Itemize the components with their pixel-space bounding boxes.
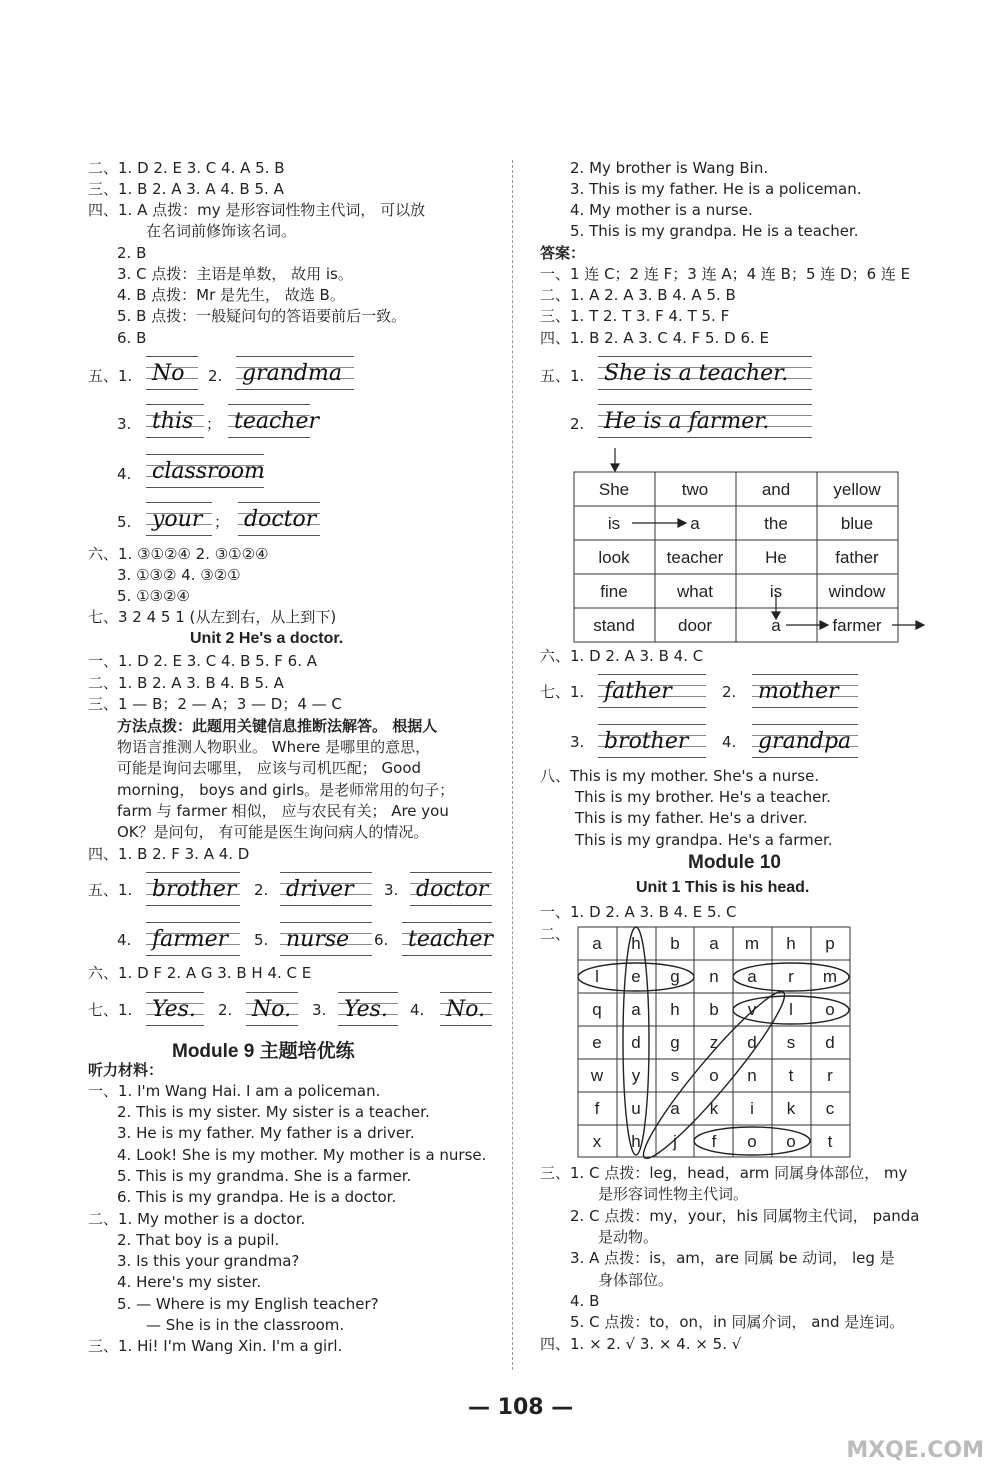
answer-line: 四、1. B 2. F 3. A 4. D — [88, 845, 250, 863]
answer-line: 6. B — [117, 329, 147, 347]
handwritten-answer: teacher — [408, 927, 494, 952]
answer-line: 六、1. D F 2. A G 3. B H 4. C E — [88, 964, 312, 982]
listening-line: 5. This is my grandpa. He is a teacher. — [570, 222, 859, 240]
method-tip: OK？是问句， 有可能是医生询问病人的情况。 — [117, 823, 429, 841]
writing-box — [402, 922, 492, 956]
grid-letter: h — [631, 1132, 641, 1151]
handwritten-answer: mother — [758, 679, 839, 704]
maze-cell: She — [598, 480, 630, 499]
grid-letter: o — [747, 1132, 757, 1151]
listening-line: 三、1. Hi! I'm Wang Xin. I'm a girl. — [88, 1337, 343, 1355]
grid-letter: g — [670, 1033, 680, 1052]
answer-line: 三、1. B 2. A 3. A 4. B 5. A — [88, 180, 284, 198]
grid-letter: t — [827, 1132, 833, 1151]
answer-line: This is my grandpa. He's a farmer. — [575, 831, 833, 849]
grid-letter: u — [631, 1099, 641, 1118]
question-number: 2. — [208, 367, 223, 385]
maze-cell: is — [769, 582, 783, 601]
listening-line: 一、1. I'm Wang Hai. I am a policeman. — [88, 1082, 381, 1100]
grid-letter: s — [786, 1033, 796, 1052]
listening-line: 4. Here's my sister. — [117, 1273, 262, 1291]
answer-line: 六、1. ③①②④ 2. ③①②④ — [88, 545, 269, 563]
maze-cell: look — [598, 548, 630, 567]
grid-letter: a — [592, 934, 602, 953]
writing-box — [752, 674, 858, 708]
handwritten-answer: grandpa — [758, 729, 852, 754]
grid-letter: o — [825, 1000, 835, 1019]
answer-line: This is my brother. He's a teacher. — [575, 788, 831, 806]
listening-line: 4. My mother is a nurse. — [570, 201, 753, 219]
question-number: 4. — [117, 465, 132, 483]
method-tip: farm 与 farmer 相似， 应与农民有关； Are you — [117, 802, 449, 820]
section-label: 听力材料： — [88, 1061, 164, 1079]
handwritten-answer: doctor — [244, 507, 317, 532]
grid-letter: e — [631, 967, 641, 986]
answer-line: 七、3 2 4 5 1 (从左到右，从上到下) — [88, 608, 337, 626]
handwritten-answer: nurse — [286, 927, 350, 952]
answer-line: 二、1. A 2. A 3. B 4. A 5. B — [540, 286, 736, 304]
handwritten-answer: brother — [604, 729, 689, 754]
answer-line: 身体部位。 — [598, 1271, 674, 1289]
grid-letter: y — [631, 1066, 641, 1085]
grid-letter: p — [825, 934, 835, 953]
answer-line: 四、1. B 2. A 3. C 4. F 5. D 6. E — [540, 329, 769, 347]
grid-letter: a — [670, 1099, 680, 1118]
question-number: 2. — [722, 683, 737, 701]
handwritten-answer: He is a farmer. — [604, 409, 770, 434]
question-number: 五、1. — [88, 367, 133, 385]
grid-letter: i — [750, 1099, 754, 1118]
question-number: 5. — [117, 513, 132, 531]
grid-letter: v — [747, 1000, 757, 1019]
unit-title: Unit 1 This is his head. — [636, 879, 810, 896]
grid-letter: n — [709, 967, 719, 986]
grid-letter: e — [592, 1033, 602, 1052]
listening-line: 2. This is my sister. My sister is a teacher. — [117, 1103, 430, 1121]
grid-letter: j — [673, 1132, 677, 1151]
answer-line: 三、1. T 2. T 3. F 4. T 5. F — [540, 307, 730, 325]
module-title: Module 10 — [688, 852, 781, 873]
question-number: 2. — [570, 415, 585, 433]
grid-letter: h — [631, 934, 641, 953]
listening-line: 3. Is this your grandma? — [117, 1252, 300, 1270]
handwritten-answer: father — [604, 679, 672, 704]
maze-cell: door — [677, 616, 713, 635]
word-maze — [560, 444, 940, 654]
grid-letter: h — [786, 934, 796, 953]
method-tip: 物语言推测人物职业。 Where 是哪里的意思， — [117, 738, 431, 756]
question-number: 2. — [218, 1001, 233, 1019]
answer-line: 一、1. D 2. E 3. C 4. B 5. F 6. A — [88, 652, 317, 670]
letter-search-grid — [574, 925, 854, 1161]
grid-letter: t — [788, 1066, 794, 1085]
writing-box — [752, 724, 858, 758]
answer-line: 4. B — [570, 1292, 600, 1310]
writing-box — [280, 922, 372, 956]
answer-line: This is my father. He's a driver. — [575, 809, 808, 827]
writing-box — [598, 724, 706, 758]
question-number: 五、1. — [540, 367, 585, 385]
writing-box — [146, 356, 198, 390]
listening-line: 5. This is my grandma. She is a farmer. — [117, 1167, 412, 1185]
answer-line: 三、1 — B；2 — A；3 — D；4 — C — [88, 695, 342, 713]
question-number: 五、1. — [88, 881, 133, 899]
listening-line: 3. This is my father. He is a policeman. — [570, 180, 862, 198]
method-tip: 方法点拨：此题用关键信息推断法解答。 根据人 — [117, 717, 438, 735]
writing-box — [598, 404, 812, 438]
maze-cell: a — [771, 616, 781, 635]
column-divider — [512, 160, 513, 1370]
grid-letter: m — [744, 934, 760, 953]
question-number: 二、 — [540, 925, 571, 943]
answer-line: 二、1. D 2. E 3. C 4. A 5. B — [88, 159, 285, 177]
handwritten-answer: Yes. — [344, 997, 388, 1022]
writing-box — [598, 356, 812, 390]
grid-letter: n — [747, 1066, 757, 1085]
writing-box — [338, 992, 398, 1026]
writing-box — [228, 404, 320, 438]
listening-line: 4. Look! She is my mother. My mother is a nurse. — [117, 1146, 487, 1164]
handwritten-answer: driver — [286, 877, 354, 902]
grid-letter: b — [709, 1000, 719, 1019]
grid-letter: r — [788, 967, 794, 986]
grid-letter: g — [670, 967, 680, 986]
handwritten-answer: She is a teacher. — [604, 361, 789, 386]
grid-letter: o — [786, 1132, 796, 1151]
maze-cell: fine — [600, 582, 628, 601]
grid-letter: d — [631, 1033, 641, 1052]
handwritten-answer: this — [152, 409, 194, 434]
question-number: 3. — [384, 881, 399, 899]
handwritten-answer: classroom — [152, 459, 265, 484]
listening-line: 二、1. My mother is a doctor. — [88, 1210, 306, 1228]
maze-cell: yellow — [833, 480, 881, 499]
answer-line: 3. C 点拨：主语是单数， 故用 is。 — [117, 265, 353, 283]
grid-letter: a — [631, 1000, 641, 1019]
question-number: 七、1. — [540, 683, 585, 701]
writing-box — [598, 674, 706, 708]
question-number: 3. — [117, 415, 132, 433]
writing-box — [440, 992, 492, 1026]
answer-line: 四、1. A 点拨：my 是形容词性物主代词， 可以放 — [88, 201, 426, 219]
writing-box — [280, 872, 372, 906]
maze-cell: stand — [593, 616, 635, 635]
module-title: Module 9 主题培优练 — [172, 1041, 355, 1062]
maze-cell: He — [765, 548, 787, 567]
handwritten-answer: teacher — [234, 409, 320, 434]
grid-letter: r — [827, 1066, 833, 1085]
grid-letter: a — [747, 967, 757, 986]
writing-box — [146, 922, 240, 956]
listening-line: — She is in the classroom. — [146, 1316, 345, 1334]
question-number: 5. — [254, 931, 269, 949]
grid-letter: x — [592, 1132, 602, 1151]
answer-line: 5. B 点拨：一般疑问句的答语要前后一致。 — [117, 307, 407, 325]
maze-cell: blue — [840, 514, 874, 533]
grid-letter: s — [670, 1066, 680, 1085]
answer-line: 3. A 点拨：is，am，are 同属 be 动词， leg 是 — [570, 1249, 895, 1267]
grid-letter: d — [825, 1033, 835, 1052]
writing-box — [236, 356, 354, 390]
maze-cell: teacher — [666, 548, 724, 567]
handwritten-answer: grandma — [242, 361, 342, 386]
answer-line: 在名词前修饰该名词。 — [146, 222, 297, 240]
answer-line: 六、1. D 2. A 3. B 4. C — [540, 647, 704, 665]
answer-line: 4. B 点拨：Mr 是先生， 故选 B。 — [117, 286, 345, 304]
grid-letter: q — [592, 1000, 602, 1019]
listening-line: 2. My brother is Wang Bin. — [570, 159, 769, 177]
writing-box — [146, 872, 240, 906]
question-number: 七、1. — [88, 1001, 133, 1019]
grid-letter: m — [822, 967, 838, 986]
question-number: 4. — [117, 931, 132, 949]
grid-letter: l — [595, 967, 599, 986]
maze-cell: what — [677, 582, 713, 601]
handwritten-answer: your — [152, 507, 203, 532]
grid-letter: o — [709, 1066, 719, 1085]
maze-cell: farmer — [832, 616, 882, 635]
grid-letter: k — [709, 1099, 719, 1118]
question-number: 3. — [312, 1001, 327, 1019]
answer-line: 八、This is my mother. She's a nurse. — [540, 767, 820, 785]
writing-box — [146, 502, 212, 536]
question-number: 3. — [570, 733, 585, 751]
grid-letter: b — [670, 934, 680, 953]
grid-letter: c — [825, 1099, 835, 1118]
maze-cell: the — [764, 514, 788, 533]
writing-box — [146, 454, 264, 488]
writing-box — [410, 872, 492, 906]
answer-line: 5. ①③②④ — [117, 587, 190, 605]
separator: ； — [206, 415, 222, 433]
grid-letter: f — [711, 1132, 717, 1151]
watermark: MXQE.COM — [846, 1438, 984, 1463]
method-tip: 可能是询问去哪里， 应该与司机匹配； Good — [117, 759, 422, 777]
answer-line: 是形容词性物主代词。 — [598, 1185, 749, 1203]
writing-box — [146, 992, 204, 1026]
handwritten-answer: No. — [252, 997, 292, 1022]
handwritten-answer: brother — [152, 877, 237, 902]
grid-letter: k — [786, 1099, 796, 1118]
handwritten-answer: doctor — [416, 877, 489, 902]
separator: ； — [214, 513, 230, 531]
answer-line: 是动物。 — [598, 1228, 659, 1246]
answer-line: 2. C 点拨：my，your，his 同属物主代词， panda — [570, 1207, 920, 1225]
answer-line: 一、1 连 C；2 连 F；3 连 A；4 连 B；5 连 D；6 连 E — [540, 265, 911, 283]
writing-box — [146, 404, 204, 438]
grid-letter: a — [709, 934, 719, 953]
question-number: 2. — [254, 881, 269, 899]
listening-line: 2. That boy is a pupil. — [117, 1231, 280, 1249]
question-number: 4. — [410, 1001, 425, 1019]
maze-cell: is — [607, 514, 621, 533]
page-number: — 108 — — [468, 1395, 574, 1420]
maze-path-arrows — [611, 448, 924, 629]
grid-letter: l — [789, 1000, 793, 1019]
grid-letter: f — [594, 1099, 600, 1118]
answer-line: 二、1. B 2. A 3. B 4. B 5. A — [88, 674, 284, 692]
writing-box — [246, 992, 298, 1026]
maze-cell: two — [681, 480, 709, 499]
writing-box — [238, 502, 320, 536]
method-tip: morning， boys and girls。是老师常用的句子； — [117, 781, 455, 799]
answer-line: 2. B — [117, 244, 147, 262]
grid-letter: z — [709, 1033, 719, 1052]
question-number: 6. — [374, 931, 389, 949]
listening-line: 5. — Where is my English teacher? — [117, 1295, 379, 1313]
handwritten-answer: No. — [446, 997, 486, 1022]
handwritten-answer: farmer — [152, 927, 229, 952]
listening-line: 3. He is my father. My father is a driver. — [117, 1124, 415, 1142]
answer-line: 5. C 点拨：to，on，in 同属介词， and 是连词。 — [570, 1313, 905, 1331]
grid-letter: w — [590, 1066, 604, 1085]
section-label: 答案： — [540, 244, 586, 262]
maze-cell: window — [828, 582, 886, 601]
listening-line: 6. This is my grandpa. He is a doctor. — [117, 1188, 397, 1206]
question-number: 4. — [722, 733, 737, 751]
maze-cell: and — [761, 480, 791, 499]
handwritten-answer: Yes. — [152, 997, 196, 1022]
handwritten-answer: No — [152, 361, 185, 386]
answer-line: 一、1. D 2. A 3. B 4. E 5. C — [540, 903, 737, 921]
grid-letter: h — [670, 1000, 680, 1019]
answer-line: 四、1. × 2. √ 3. × 4. × 5. √ — [540, 1335, 742, 1353]
answer-line: 三、1. C 点拨：leg，head，arm 同属身体部位， my — [540, 1164, 908, 1182]
grid-letter: d — [747, 1033, 757, 1052]
answer-line: 3. ①③② 4. ③②① — [117, 566, 241, 584]
maze-cell: a — [690, 514, 700, 533]
maze-cell: father — [835, 548, 879, 567]
unit-title: Unit 2 He's a doctor. — [190, 630, 344, 647]
